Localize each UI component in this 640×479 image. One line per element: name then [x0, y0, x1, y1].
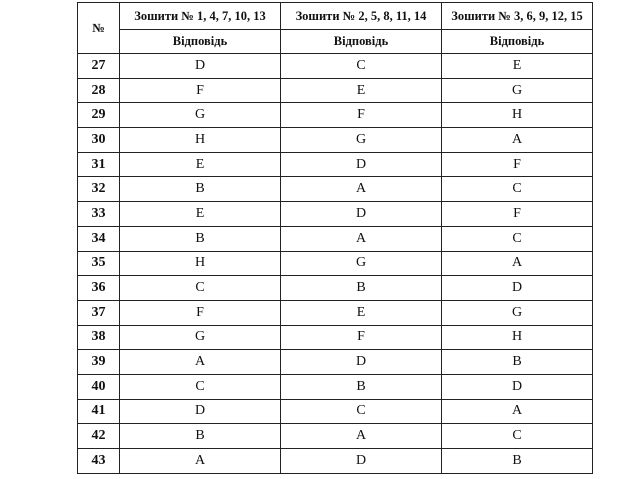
table-row — [78, 374, 593, 399]
table-row — [78, 300, 593, 325]
table-row — [78, 152, 593, 177]
answer-cell-group-1: G — [120, 103, 281, 128]
question-number-cell: 28 — [78, 78, 120, 103]
answer-cell-group-3: C — [442, 177, 593, 202]
answer-cell-group-2: A — [281, 226, 442, 251]
question-number-cell: 35 — [78, 251, 120, 276]
group-header-3: Зошити № 3, 6, 9, 12, 15 — [442, 3, 593, 30]
answer-cell-group-1: B — [120, 226, 281, 251]
table-row — [78, 226, 593, 251]
answer-cell-group-3: A — [442, 399, 593, 424]
question-number-cell: 30 — [78, 128, 120, 153]
table-row — [78, 177, 593, 202]
answer-cell-group-2: D — [281, 350, 442, 375]
question-number-cell: 40 — [78, 374, 120, 399]
answer-cell-group-2: F — [281, 325, 442, 350]
answer-cell-group-2: C — [281, 399, 442, 424]
group-header-2: Зошити № 2, 5, 8, 11, 14 — [281, 3, 442, 30]
answer-cell-group-3: G — [442, 78, 593, 103]
answer-cell-group-3: F — [442, 202, 593, 227]
answer-cell-group-1: D — [120, 54, 281, 79]
table-row — [78, 202, 593, 227]
answer-cell-group-1: A — [120, 350, 281, 375]
answer-cell-group-1: F — [120, 78, 281, 103]
question-number-cell: 36 — [78, 276, 120, 301]
answer-header-2: Відповідь — [281, 30, 442, 54]
question-number-cell: 39 — [78, 350, 120, 375]
answer-cell-group-2: F — [281, 103, 442, 128]
table-row — [78, 251, 593, 276]
answer-cell-group-3: D — [442, 374, 593, 399]
answer-cell-group-1: B — [120, 177, 281, 202]
answer-cell-group-2: E — [281, 78, 442, 103]
group-header-1: Зошити № 1, 4, 7, 10, 13 — [120, 3, 281, 30]
answer-header-1: Відповідь — [120, 30, 281, 54]
answer-cell-group-1: B — [120, 424, 281, 449]
question-number-cell: 32 — [78, 177, 120, 202]
answer-cell-group-1: C — [120, 276, 281, 301]
answer-cell-group-1: E — [120, 152, 281, 177]
table-row — [78, 350, 593, 375]
table-row — [78, 325, 593, 350]
table-row — [78, 276, 593, 301]
answer-cell-group-3: D — [442, 276, 593, 301]
answer-cell-group-1: D — [120, 399, 281, 424]
answer-cell-group-2: D — [281, 152, 442, 177]
question-number-cell: 27 — [78, 54, 120, 79]
table-row — [78, 128, 593, 153]
answer-key-table — [77, 2, 593, 474]
answer-cell-group-3: B — [442, 350, 593, 375]
answer-rows — [78, 54, 593, 474]
answer-cell-group-2: B — [281, 374, 442, 399]
table-row — [78, 103, 593, 128]
answer-cell-group-1: G — [120, 325, 281, 350]
answer-cell-group-1: H — [120, 251, 281, 276]
answer-cell-group-3: C — [442, 226, 593, 251]
answer-cell-group-2: D — [281, 449, 442, 474]
answer-cell-group-2: A — [281, 424, 442, 449]
answer-cell-group-3: H — [442, 103, 593, 128]
answer-cell-group-1: E — [120, 202, 281, 227]
answer-cell-group-2: E — [281, 300, 442, 325]
answer-cell-group-2: A — [281, 177, 442, 202]
answer-cell-group-1: F — [120, 300, 281, 325]
answer-cell-group-2: G — [281, 128, 442, 153]
table-row — [78, 424, 593, 449]
question-number-cell: 34 — [78, 226, 120, 251]
question-number-cell: 43 — [78, 449, 120, 474]
answer-cell-group-1: H — [120, 128, 281, 153]
answer-cell-group-1: C — [120, 374, 281, 399]
answer-cell-group-2: C — [281, 54, 442, 79]
question-number-cell: 37 — [78, 300, 120, 325]
table-row — [78, 449, 593, 474]
answer-header-3: Відповідь — [442, 30, 593, 54]
header-row-answers — [78, 30, 593, 54]
question-number-cell: 31 — [78, 152, 120, 177]
answer-cell-group-3: E — [442, 54, 593, 79]
answer-cell-group-3: G — [442, 300, 593, 325]
answer-cell-group-2: B — [281, 276, 442, 301]
number-column-header: № — [78, 3, 120, 54]
table-row — [78, 54, 593, 79]
answer-cell-group-3: A — [442, 128, 593, 153]
table-row — [78, 399, 593, 424]
table-row — [78, 78, 593, 103]
answer-cell-group-3: F — [442, 152, 593, 177]
question-number-cell: 33 — [78, 202, 120, 227]
question-number-cell: 38 — [78, 325, 120, 350]
header-row-groups — [78, 3, 593, 30]
question-number-cell: 29 — [78, 103, 120, 128]
answer-cell-group-3: A — [442, 251, 593, 276]
answer-cell-group-1: A — [120, 449, 281, 474]
answer-cell-group-3: C — [442, 424, 593, 449]
answer-cell-group-3: B — [442, 449, 593, 474]
question-number-cell: 42 — [78, 424, 120, 449]
question-number-cell: 41 — [78, 399, 120, 424]
answer-cell-group-2: D — [281, 202, 442, 227]
answer-cell-group-3: H — [442, 325, 593, 350]
answer-cell-group-2: G — [281, 251, 442, 276]
